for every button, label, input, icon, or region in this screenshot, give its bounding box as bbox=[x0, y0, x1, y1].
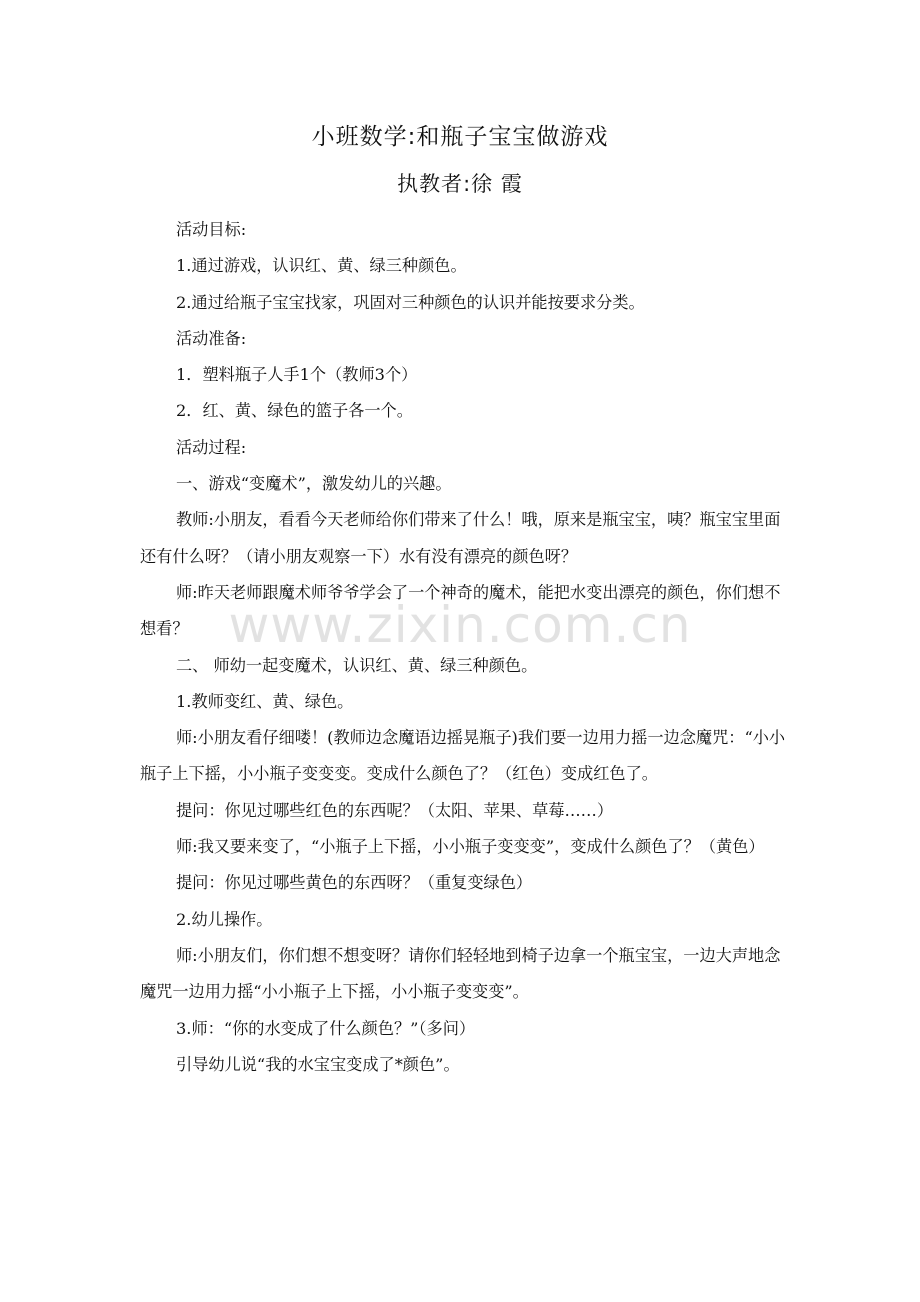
paragraph: 教师:小朋友，看看今天老师给你们带来了什么！哦，原来是瓶宝宝，咦？瓶宝宝里面还有什么呀？（请小朋友观察一下）水有没有漂亮的颜色呀？ bbox=[140, 510, 781, 566]
document-title: 小班数学:和瓶子宝宝做游戏 bbox=[311, 124, 609, 150]
author-line: 执教者:徐 霞 bbox=[397, 172, 523, 196]
paragraph: 提问：你见过哪些红色的东西呢？（太阳、苹果、草莓……） bbox=[176, 800, 614, 820]
paragraph: 师:昨天老师跟魔术师爷爷学会了一个神奇的魔术，能把水变出漂亮的颜色，你们想不想看？ bbox=[140, 582, 781, 639]
process-step-2-heading: 二、 师幼一起变魔术，认识红、黄、绿三种颜色。 bbox=[176, 655, 538, 675]
preparation-item-1: 1．塑料瓶子人手1个（教师3个） bbox=[176, 365, 418, 385]
paragraph: 引导幼儿说“我的水宝宝变成了*颜色”。 bbox=[176, 1054, 460, 1074]
preparation-item-2: 2．红、黄、绿色的篮子各一个。 bbox=[176, 401, 413, 421]
goal-item-2: 2.通过给瓶子宝宝找家，巩固对三种颜色的认识并能按要求分类。 bbox=[176, 292, 645, 312]
paragraph: 师:小朋友看仔细喽！(教师边念魔语边摇晃瓶子)我们要一边用力摇一边念魔咒：“小小瓶子上下摇，小小瓶子变变变。变成什么颜色了？（红色）变成红色了。 bbox=[140, 728, 786, 784]
section-heading-goals: 活动目标: bbox=[176, 220, 247, 239]
document-body bbox=[140, 212, 790, 1083]
goal-item-1: 1.通过游戏，认识红、黄、绿三种颜色。 bbox=[176, 256, 467, 276]
paragraph: 师:小朋友们，你们想不想变呀？请你们轻轻地到椅子边拿一个瓶宝宝，一边大声地念魔咒一边用力摇“小小瓶子上下摇，小小瓶子变变变”。 bbox=[140, 945, 781, 1002]
paragraph: 师:我又要来变了，“小瓶子上下摇，小小瓶子变变变”，变成什么颜色了？（黄色） bbox=[176, 837, 765, 857]
paragraph: 1.教师变红、黄、绿色。 bbox=[176, 691, 354, 711]
section-heading-process: 活动过程: bbox=[176, 437, 247, 457]
section-heading-preparation: 活动准备: bbox=[176, 328, 247, 348]
watermark: www.zixin.com.cn bbox=[228, 596, 692, 654]
paragraph: 2.幼儿操作。 bbox=[176, 909, 273, 929]
process-step-1-heading: 一、游戏“变魔术”，激发幼儿的兴趣。 bbox=[176, 474, 452, 494]
paragraph: 提问：你见过哪些黄色的东西呀？（重复变绿色） bbox=[176, 873, 533, 893]
paragraph: 3.师：“你的水变成了什么颜色？”（多问） bbox=[176, 1018, 476, 1038]
